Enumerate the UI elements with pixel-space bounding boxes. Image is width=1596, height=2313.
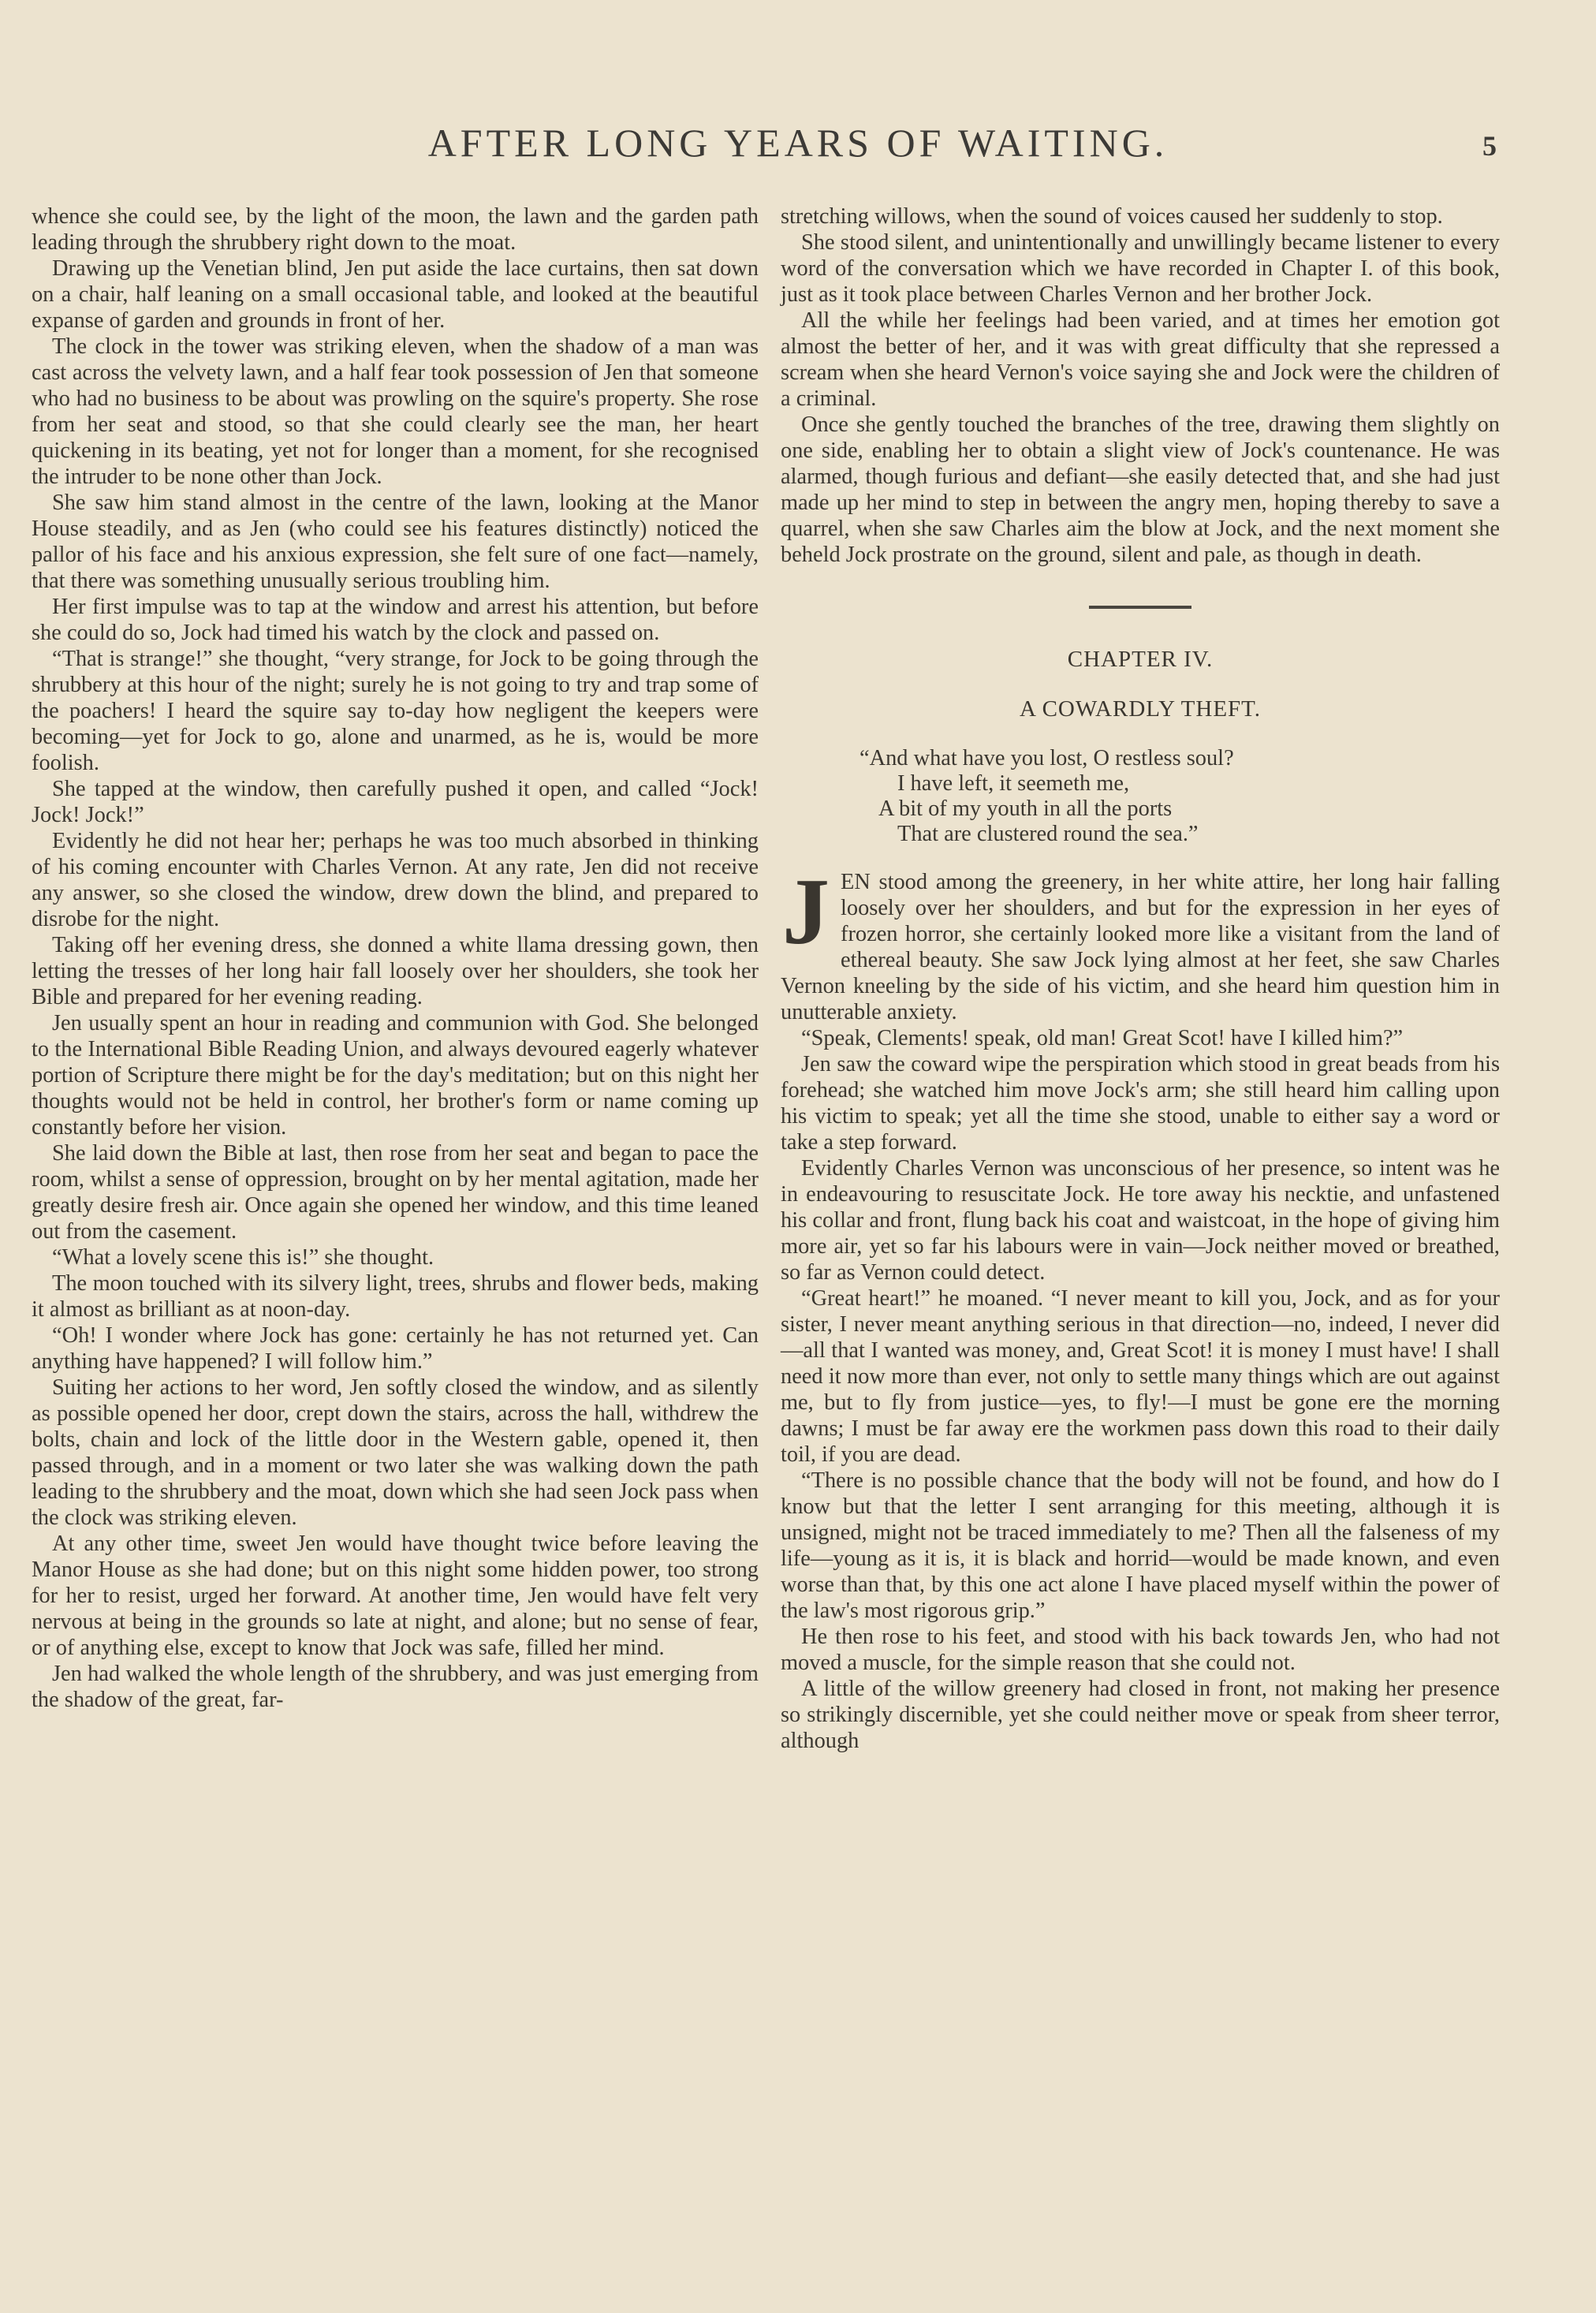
paragraph: “Oh! I wonder where Jock has gone: certainly he has not returned yet. Can anything have happened? I will follow him.”: [32, 1323, 759, 1374]
paragraph: Once she gently touched the branches of the tree, drawing them slightly on one side, enabling her to obtain a slight view of Jock's countenance. He was alarmed, though furious and defiant—she easily detected that, and she had just made up her mind to step in between the angry men, hoping thereby to save a quarrel, when she saw Charles aim the blow at Jock, and the next moment she beheld Jock prostrate on the ground, silent and pale, as though in death.: [781, 412, 1500, 567]
paragraph: All the while her feelings had been varied, and at times her emotion got almost the better of her, and it was with great difficulty that she repressed a scream when she heard Vernon's voice saying she and Jock were the children of a criminal.: [781, 308, 1500, 411]
paragraph: whence she could see, by the light of the moon, the lawn and the garden path leading through the shrubbery right down to the moat.: [32, 204, 759, 255]
paragraph: Taking off her evening dress, she donned a white llama dressing gown, then letting the tresses of her long hair fall loosely over her shoulders, she took her Bible and prepared for her evening reading.: [32, 933, 759, 1009]
page-number: 5: [1482, 130, 1497, 162]
paragraph: A little of the willow greenery had closed in front, not making her presence so strikingly discernible, yet she could neither move or speak from sheer terror, although: [781, 1677, 1500, 1753]
paragraph: “What a lovely scene this is!” she thought.: [52, 1245, 434, 1270]
chapter-opening-paragraph: [781, 859, 1500, 1025]
paragraph: Jen usually spent an hour in reading and communion with God. She belonged to the International Bible Reading Union, and always devoured eagerly whatever portion of Scripture there might be for the day's meditation; but on this night her thoughts would not be held in control, her brother's form or name coming up constantly before her vision.: [32, 1011, 759, 1140]
epigraph-line: I have left, it seemeth me,: [897, 771, 1130, 796]
paragraph: “Great heart!” he moaned. “I never meant to kill you, Jock, and as for your sister, I never meant anything serious in that direction—no, indeed, I never did—all that I wanted was money, and, Great Scot! it is money I must have! I shall need it now more than ever, not only to settle many things which are out against me, but to fly from justice—yes, to fly!—I must be gone ere the morning dawns; I must be far away ere the workmen pass down this road to their daily toil, if you are dead.: [781, 1286, 1500, 1467]
paragraph: The moon touched with its silvery light, trees, shrubs and flower beds, making it almost as brilliant as at noon-day.: [32, 1271, 759, 1322]
paragraph: At any other time, sweet Jen would have thought twice before leaving the Manor House as she had done; but on this night some hidden power, too strong for her to resist, urged her forward. At another time, Jen would have felt very nervous at being in the grounds so late at night, and alone; but no sense of fear, or of anything else, except to know that Jock was safe, filled her mind.: [32, 1531, 759, 1660]
chapter-title: A COWARDLY THEFT.: [1020, 696, 1261, 722]
chapter-number: CHAPTER IV.: [1067, 647, 1214, 672]
left-column: [32, 203, 759, 1713]
epigraph: [781, 746, 1500, 847]
epigraph-line: A bit of my youth in all the ports: [878, 796, 1173, 821]
paragraph: “There is no possible chance that the body will not be found, and how do I know but that the letter I sent arranging for this meeting, although it is unsigned, might not be traced immediately to me? Then all the falseness of my life—young as it is, it is black and horrid—would be made known, and even worse than that, by this one act alone I have placed myself within the power of the law's most rigorous grip.”: [781, 1468, 1500, 1623]
paragraph: Evidently he did not hear her; perhaps he was too much absorbed in thinking of his coming encounter with Charles Vernon. At any rate, Jen did not receive any answer, so she closed the window, drew down the blind, and prepared to disrobe for the night.: [32, 829, 759, 931]
paragraph: Jen saw the coward wipe the perspiration which stood in great beads from his forehead; she watched him move Jock's arm; she still heard him calling upon his victim to speak; yet all the time she stood, unable to either say a word or take a step forward.: [781, 1052, 1500, 1155]
paragraph: Suiting her actions to her word, Jen softly closed the window, and as silently as possible opened her door, crept down the stairs, across the hall, withdrew the bolts, chain and lock of the little door in the Western gable, opened it, then passed through, and in a moment or two later she was walking down the path leading to the shrubbery and the moat, down which she had seen Jock pass when the clock was striking eleven.: [32, 1375, 759, 1530]
paragraph: She saw him stand almost in the centre of the lawn, looking at the Manor House steadily, and as Jen (who could see his features distinctly) noticed the pallor of his face and his anxious expression, she felt sure of one fact—namely, that there was something unusually serious troubling him.: [32, 491, 759, 593]
epigraph-line: That are clustered round the sea.”: [897, 822, 1199, 846]
paragraph: Jen had walked the whole length of the shrubbery, and was just emerging from the shadow of the great, far-: [32, 1662, 759, 1712]
paragraph: stretching willows, when the sound of voices caused her suddenly to stop.: [781, 204, 1443, 229]
paragraph: Evidently Charles Vernon was unconscious of her presence, so intent was he in endeavouring to resuscitate Jock. He tore away his necktie, and unfastened his collar and front, flung back his coat and waistcoat, in the hope of giving him more air, yet so far his labours were in vain—Jock neither moved or breathed, so far as Vernon could detect.: [781, 1156, 1500, 1285]
paragraph: Her first impulse was to tap at the window and arrest his attention, but before she could do so, Jock had timed his watch by the clock and passed on.: [32, 595, 759, 645]
paragraph: She laid down the Bible at last, then rose from her seat and began to pace the room, whilst a sense of oppression, brought on by her mental agitation, made her greatly desire fresh air. Once again she opened her window, and this time leaned out from the casement.: [32, 1141, 759, 1244]
section-divider: [1089, 606, 1191, 609]
paragraph: Drawing up the Venetian blind, Jen put aside the lace curtains, then sat down on a chair, half leaning on a small occasional table, and looked at the beautiful expanse of garden and grounds in front of her.: [32, 256, 759, 333]
paragraph: She stood silent, and unintentionally and unwillingly became listener to every word of the conversation which we have recorded in Chapter I. of this book, just as it took place between Charles Vernon and her brother Jock.: [781, 230, 1500, 307]
running-title: AFTER LONG YEARS OF WAITING.: [427, 121, 1169, 165]
paragraph: “Speak, Clements! speak, old man! Great Scot! have I killed him?”: [801, 1026, 1404, 1050]
paragraph: “That is strange!” she thought, “very strange, for Jock to be going through the shrubbery at this hour of the night; surely he is not going to try and trap some of the poachers! I heard the squire say to-day how negligent the keepers were becoming—yet for Jock to go, alone and unarmed, as he is, would be more foolish.: [32, 647, 759, 775]
opening-text: EN stood among the greenery, in her white attire, her long hair falling loosely over her shoulders, and but for the expression in her eyes of frozen horror, she certainly looked more like a visitant from the land of ethereal beauty. She saw Jock lying almost at her feet, she saw Charles Vernon kneeling by the side of his victim, and she heard him question him in unutterable anxiety.: [781, 870, 1500, 1024]
drop-cap: J: [782, 859, 830, 964]
paragraph: She tapped at the window, then carefully pushed it open, and called “Jock! Jock! Jock!”: [32, 777, 759, 827]
paragraph: He then rose to his feet, and stood with his back towards Jen, who had not moved a muscle, for the simple reason that she could not.: [781, 1625, 1500, 1675]
epigraph-line: “And what have you lost, O restless soul?: [860, 746, 1234, 770]
paragraph: The clock in the tower was striking eleven, when the shadow of a man was cast across the velvety lawn, and a half fear took possession of Jen that someone who had no business to be about was prowling on the squire's property. She rose from her seat and stood, so that she could clearly see the man, her heart quickening in its beating, yet not for longer than a moment, for she recognised the intruder to be none other than Jock.: [32, 334, 759, 489]
right-column: [781, 203, 1500, 1754]
